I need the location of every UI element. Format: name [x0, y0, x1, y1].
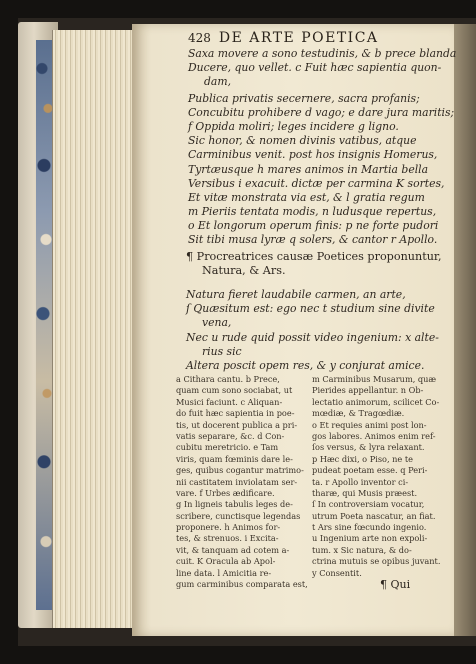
verse-line: ſ Quæsitum est: ego nec t studium sine divite — [186, 302, 435, 316]
verse-line: Publica privatis secernere, sacra profanis; — [188, 91, 420, 105]
footnote-line: pudeat poetam esse. q Peri- — [312, 465, 428, 476]
footnote-line: m Carminibus Musarum, quæ — [312, 374, 437, 384]
footnote-line: gos labores. Animos enim ref- — [312, 430, 436, 441]
verse-line: Tyrtæusque h mares animos in Martia bella — [188, 162, 429, 176]
verse-line: Concubitu prohibere d vago; e dare jura maritis; — [188, 105, 455, 119]
footnote-line: viris, quam fœminis dare le- — [176, 453, 293, 464]
footnote-line: y Consentit. — [312, 567, 362, 578]
footnote-line: tes, & strenuos. i Excita- — [176, 533, 279, 544]
catchword: ¶ Qui — [380, 578, 411, 591]
footnote-line: t Ars sine fœcundo ingenio. — [312, 522, 427, 533]
section-heading-line: ¶ Procreatrices causæ Poetices proponuntur, — [186, 250, 442, 263]
footnotes-right-column — [312, 374, 454, 579]
verse-line: Carminibus venit. post hos insignis Homerus, — [188, 148, 438, 162]
section-heading — [186, 250, 456, 278]
footnote-line: gum carminibus comparata est, — [176, 579, 308, 590]
verse-line: Sic honor, & nomen divinis vatibus, atque — [188, 134, 417, 148]
verse-line: Ducere, quo vellet. c Fuit hæc sapientia quon- — [188, 61, 442, 75]
footnote-line: Musici faciunt. c Aliquan- — [176, 396, 283, 407]
footnote-line: o Et requies animi post lon- — [312, 419, 427, 430]
verse-line: f Oppida moliri; leges incidere g ligno. — [188, 119, 399, 133]
footnote-line: nii castitatem inviolatam ser- — [176, 476, 298, 487]
footnote-line: quam cum sono sociabat, ut — [176, 385, 293, 396]
verse-line: Saxa movere a sono testudinis, & b prece blanda — [188, 47, 457, 60]
verse-line: vena, — [202, 316, 232, 330]
verse-line: Et vitæ monstrata via est, & l gratia regum — [188, 190, 425, 204]
verse-line: Altera poscit opem res, & y conjurat amice. — [186, 358, 425, 372]
verse-line: m Pieriis tentata modis, n ludusque repertus, — [188, 205, 437, 219]
verse-line: o Et longorum operum finis: p ne forte pudori — [188, 219, 439, 233]
verse-line: Natura fieret laudabile carmen, an arte, — [186, 288, 406, 301]
footnote-line: ges, quibus cogantur matrimo- — [176, 465, 304, 476]
right-page-edge — [454, 24, 476, 636]
footnote-line: proponere. h Animos for- — [176, 522, 281, 533]
footnote-line: utrum Poeta nascatur, an fiat. — [312, 510, 436, 521]
footnote-line: ſos versus, & lyra relaxant. — [312, 442, 425, 453]
running-header — [188, 30, 458, 48]
verse-line: Sit tibi musa lyræ q solers, & cantor r Apollo. — [188, 233, 438, 247]
footnote-line: tum. x Sic natura, & do- — [312, 544, 412, 555]
footnote-line: ctrina mutuis se opibus juvant. — [312, 556, 441, 567]
page-number: 428 — [188, 31, 211, 45]
footnote-line: p Hæc dixi, o Piso, ne te — [312, 453, 414, 464]
verse-block-middle — [186, 288, 456, 373]
footnote-line: a Cithara cantu. b Prece, — [176, 374, 280, 384]
footnote-line: tis, ut docerent publica a pri- — [176, 419, 298, 430]
footnote-line: do fuit hæc sapientia in poe- — [176, 408, 295, 419]
footnote-line: Pierides appellantur. n Ob- — [312, 385, 424, 396]
footnote-line: vatis separare, &c. d Con- — [176, 430, 285, 441]
footnote-line: ſ In controversiam vocatur, — [312, 499, 425, 510]
footnote-line: u Ingenium arte non expoli- — [312, 533, 428, 544]
section-heading-line: Natura, & Ars. — [202, 264, 286, 277]
verse-line: Nec u rude quid possit video ingenium: x alte- — [186, 330, 439, 344]
footnote-line: line data. l Amicitia re- — [176, 567, 272, 578]
footnote-line: g In ligneis tabulis leges de- — [176, 499, 293, 510]
footnote-line: cuit. K Oracula ab Apol- — [176, 556, 276, 567]
footnote-line: lectatio animorum, scilicet Co- — [312, 396, 440, 407]
verse-line: dam, — [204, 75, 232, 89]
footnote-line: tharæ, qui Musis præest. — [312, 487, 418, 498]
footnote-line: mœdiæ, & Tragœdiæ. — [312, 408, 405, 419]
verse-line: rius sic — [202, 344, 242, 358]
footnote-line: vare. f Urbes ædificare. — [176, 487, 275, 498]
footnote-line: vit, & tanquam ad cotem a- — [176, 544, 290, 555]
footnote-line: scribere, cunctisque legendas — [176, 510, 301, 521]
verse-line: Versibus i exacuit. dictæ per carmina K sortes, — [188, 176, 445, 190]
footnotes-left-column — [176, 374, 311, 590]
verse-block-top — [188, 47, 456, 248]
page-edges — [52, 30, 135, 628]
footnote-line: cubitu meretricio. e Tam — [176, 442, 279, 453]
running-title: DE ARTE POETICA — [218, 30, 379, 46]
footnote-line: ta. r Apollo inventor ci- — [312, 476, 409, 487]
